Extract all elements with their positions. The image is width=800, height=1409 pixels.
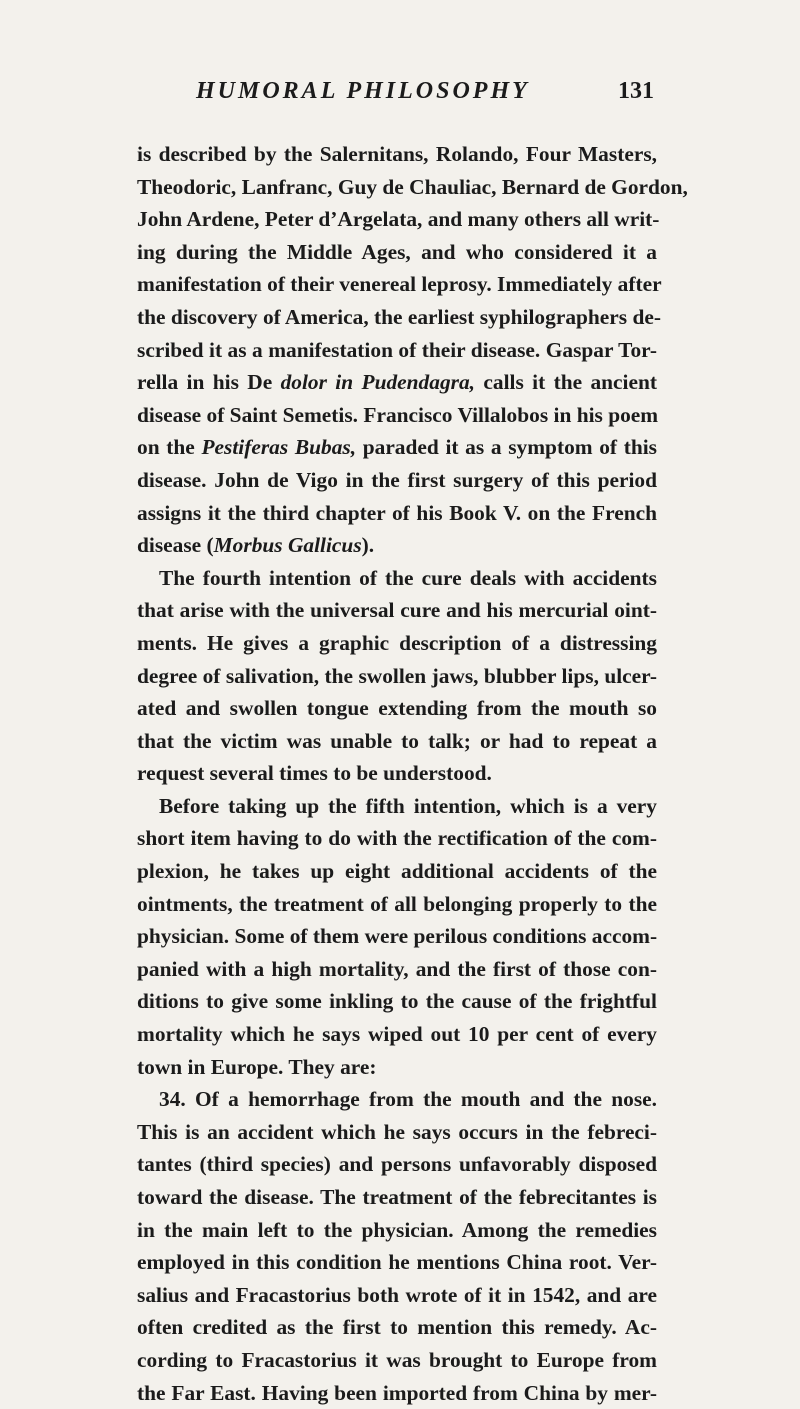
text-line: on the Pestiferas Bubas, paraded it as a symptom of this	[137, 435, 657, 460]
text-line: short item having to do with the rectification of the com-	[137, 826, 657, 851]
text-line: panied with a high mortality, and the first of those con-	[137, 956, 657, 981]
text-line: plexion, he takes up eight additional accidents of the	[137, 859, 657, 884]
text-line: that the victim was unable to talk; or had to repeat a	[137, 728, 657, 753]
text-line: is described by the Salernitans, Rolando, Four Masters,	[137, 142, 657, 166]
text-line: degree of salivation, the swollen jaws, blubber lips, ulcer-	[137, 663, 657, 688]
text-line: ated and swollen tongue extending from the mouth so	[137, 696, 657, 721]
text-line: rella in his De dolor in Pudendagra, calls it the ancient	[137, 370, 657, 395]
text-line: toward the disease. The treatment of the febrecitantes is	[137, 1185, 657, 1209]
running-title: HUMORAL PHILOSOPHY	[196, 78, 530, 104]
text-line: often credited as the first to mention this remedy. Ac-	[137, 1315, 657, 1340]
text-line: scribed it as a manifestation of their disease. Gaspar Tor-	[137, 337, 657, 362]
text-line: disease (Morbus Gallicus).	[137, 533, 375, 558]
text-line: Before taking up the fifth intention, which is a very	[159, 793, 657, 818]
text-line: the discovery of America, the earliest syphilographers de-	[137, 304, 661, 329]
text-line: town in Europe. They are:	[137, 1054, 377, 1079]
text-line: mortality which he says wiped out 10 per cent of every	[137, 1022, 657, 1047]
text-line: physician. Some of them were perilous conditions accom-	[137, 924, 658, 949]
text-line: salius and Fracastorius both wrote of it in 1542, and are	[137, 1282, 657, 1307]
text-line: disease of Saint Semetis. Francisco Villalobos in his poem	[137, 402, 659, 427]
text-line: ments. He gives a graphic description of a distressing	[137, 630, 657, 655]
text-line: assigns it the third chapter of his Book V. on the French	[137, 500, 657, 525]
text-line: disease. John de Vigo in the first surgery of this period	[137, 467, 657, 492]
text-line: the Far East. Having been imported from China by mer-	[137, 1380, 657, 1405]
text-line: tantes (third species) and persons unfavorably disposed	[137, 1152, 657, 1177]
text-line: ditions to give some inkling to the cause of the frightful	[137, 989, 657, 1014]
text-line: in the main left to the physician. Among the remedies	[137, 1217, 657, 1242]
text-line: employed in this condition he mentions China root. Ver-	[137, 1250, 657, 1275]
text-line: This is an accident which he says occurs in the febreci-	[137, 1119, 657, 1144]
text-line: manifestation of their venereal leprosy. Immediately after	[137, 272, 662, 297]
text-line: request several times to be understood.	[137, 761, 492, 786]
text-line: ing during the Middle Ages, and who considered it a	[137, 239, 657, 264]
text-line: ointments, the treatment of all belonging properly to the	[137, 891, 657, 916]
body-text	[137, 138, 688, 1409]
text-line: Theodoric, Lanfranc, Guy de Chauliac, Bernard de Gordon,	[137, 174, 688, 199]
page-header	[196, 78, 654, 118]
text-line: that arise with the universal cure and his mercurial oint-	[137, 598, 657, 623]
text-line: John Ardene, Peter d’Argelata, and many others all writ-	[137, 207, 660, 232]
text-line: 34. Of a hemorrhage from the mouth and the nose.	[159, 1087, 657, 1112]
text-line: The fourth intention of the cure deals with accidents	[159, 565, 657, 590]
text-line: cording to Fracastorius it was brought to Europe from	[137, 1347, 657, 1372]
page-number: 131	[618, 78, 654, 104]
